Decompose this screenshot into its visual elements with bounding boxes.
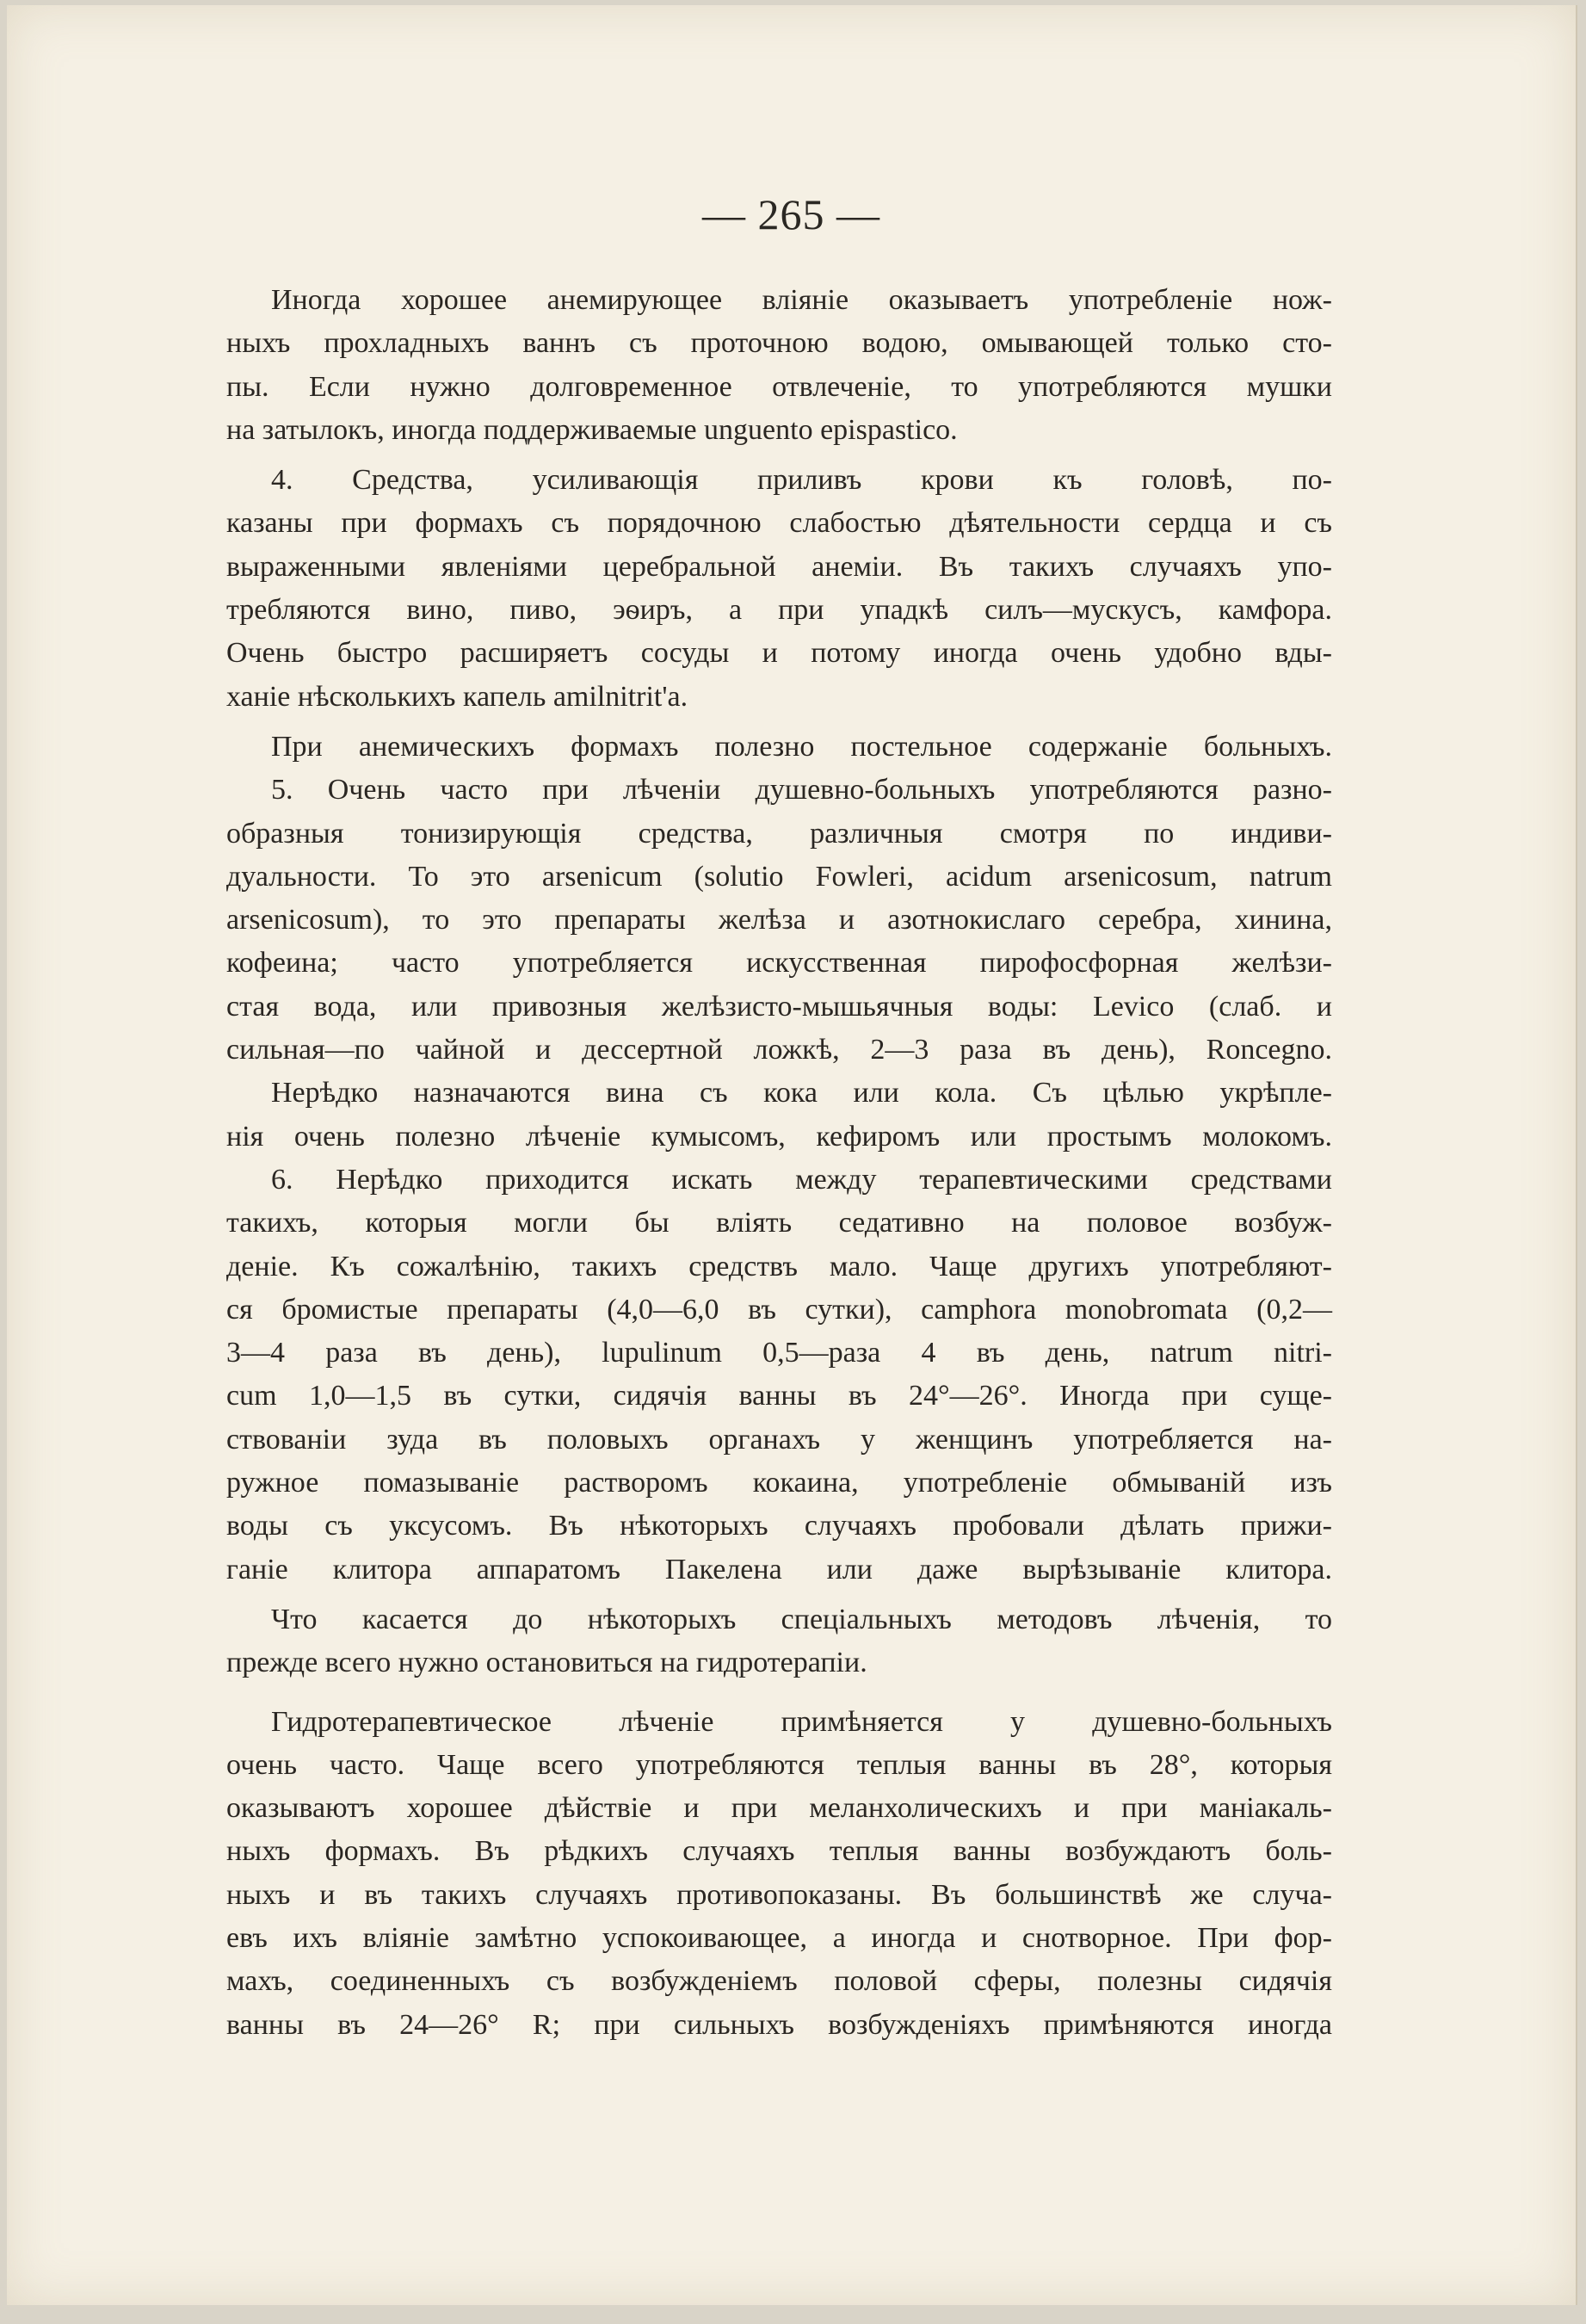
text-line: требляются вино, пиво, эѳиръ, а при упадкѣ силъ—мускусъ, камфора. — [226, 594, 1332, 627]
text-line: При анемическихъ формахъ полезно постельное содержаніе больныхъ. — [271, 730, 1332, 763]
text-line: ружное помазываніе растворомъ кокаина, употребленіе обмываній изъ — [226, 1467, 1332, 1499]
text-line: Гидротерапевтическое лѣченіе примѣняется у душевно-больныхъ — [271, 1705, 1332, 1738]
text-line: 3—4 раза въ день), lupulinum 0,5—раза 4 въ день, natrum nitri- — [226, 1337, 1332, 1369]
text-line: arsenicosum), то это препараты желѣза и азотнокислаго серебра, хинина, — [226, 904, 1332, 936]
text-line: ванны въ 24—26° R; при сильныхъ возбужденіяхъ примѣняются иногда — [226, 2008, 1332, 2041]
text-line: Очень быстро расширяетъ сосуды и потому иногда очень удобно вды- — [226, 637, 1332, 670]
text-line: Иногда хорошее анемирующее вліяніе оказываетъ употребленіе нож- — [271, 284, 1332, 316]
text-line: ганіе клитора аппаратомъ Пакелена или даже вырѣзываніе клитора. — [226, 1553, 1332, 1585]
text-line: евъ ихъ вліяніе замѣтно успокоивающее, а иногда и снотворное. При фор- — [226, 1921, 1332, 1954]
text-line: на затылокъ, иногда поддерживаемые unguento epispastico. — [226, 413, 958, 446]
body-text — [226, 279, 1332, 2047]
text-line: оказываютъ хорошее дѣйствіе и при меланхолическихъ и при маніакаль- — [226, 1792, 1332, 1825]
book-page — [7, 5, 1577, 2305]
text-line: такихъ, которыя могли бы вліять седативно на половое возбуж- — [226, 1207, 1332, 1239]
text-line: дуальности. То это arsenicum (solutio Fowleri, acidum arsenicosum, natrum — [226, 860, 1332, 893]
text-line: кофеина; часто употребляется искусственная пирофосфорная желѣзи- — [226, 947, 1332, 980]
text-line: нія очень полезно лѣченіе кумысомъ, кефиромъ или простымъ молокомъ. — [226, 1120, 1332, 1153]
text-line: образныя тонизирующія средства, различныя смотря по индиви- — [226, 817, 1332, 850]
text-line: стая вода, или привозныя желѣзисто-мышьячныя воды: Levico (слаб. и — [226, 990, 1332, 1023]
text-line: воды съ уксусомъ. Въ нѣкоторыхъ случаяхъ пробовали дѣлать прижи- — [226, 1510, 1332, 1542]
page-number: — 265 — — [702, 190, 880, 238]
text-line: Нерѣдко назначаются вина съ кока или кола. Съ цѣлью укрѣпле- — [271, 1077, 1332, 1109]
text-line: казаны при формахъ съ порядочною слабостью дѣятельности сердца и съ — [226, 507, 1332, 540]
text-line: ныхъ и въ такихъ случаяхъ противопоказаны. Въ большинствѣ же случа- — [226, 1878, 1332, 1911]
text-line: 5. Очень часто при лѣченіи душевно-больныхъ употребляются разно- — [271, 774, 1332, 807]
text-line: выраженными явленіями церебральной анеміи. Въ такихъ случаяхъ упо- — [226, 550, 1332, 583]
text-line: прежде всего нужно остановиться на гидротерапіи. — [226, 1647, 867, 1679]
text-line: пы. Если нужно долговременное отвлеченіе, то употребляются мушки — [226, 370, 1332, 403]
text-line: ствованіи зуда въ половыхъ органахъ у женщинъ употребляется на- — [226, 1423, 1332, 1456]
text-line: 6. Нерѣдко приходится искать между терапевтическими средствами — [271, 1163, 1332, 1196]
text-line: махъ, соединенныхъ съ возбужденіемъ половой сферы, полезны сидячія — [226, 1965, 1332, 1998]
text-line: ныхъ прохладныхъ ваннъ съ проточною водою, омывающей только сто- — [226, 327, 1332, 360]
text-line: ныхъ формахъ. Въ рѣдкихъ случаяхъ теплыя ванны возбуждаютъ боль- — [226, 1835, 1332, 1868]
text-line: ханіе нѣсколькихъ капель amilnitrit'а. — [226, 680, 688, 713]
text-line: cum 1,0—1,5 въ сутки, сидячія ванны въ 24°—26°. Иногда при суще- — [226, 1380, 1332, 1412]
text-line: 4. Средства, усиливающія приливъ крови къ головѣ, по- — [271, 464, 1332, 497]
text-line: сильная—по чайной и дессертной ложкѣ, 2—3 раза въ день), Roncegno. — [226, 1034, 1332, 1066]
text-line: ся бромистые препараты (4,0—6,0 въ сутки), camphora monobromata (0,2— — [226, 1293, 1332, 1326]
text-line: деніе. Къ сожалѣнію, такихъ средствъ мало. Чаще другихъ употребляют- — [226, 1250, 1332, 1283]
text-line: очень часто. Чаще всего употребляются теплыя ванны въ 28°, которыя — [226, 1748, 1332, 1781]
text-line: Что касается до нѣкоторыхъ спеціальныхъ методовъ лѣченія, то — [271, 1603, 1332, 1635]
